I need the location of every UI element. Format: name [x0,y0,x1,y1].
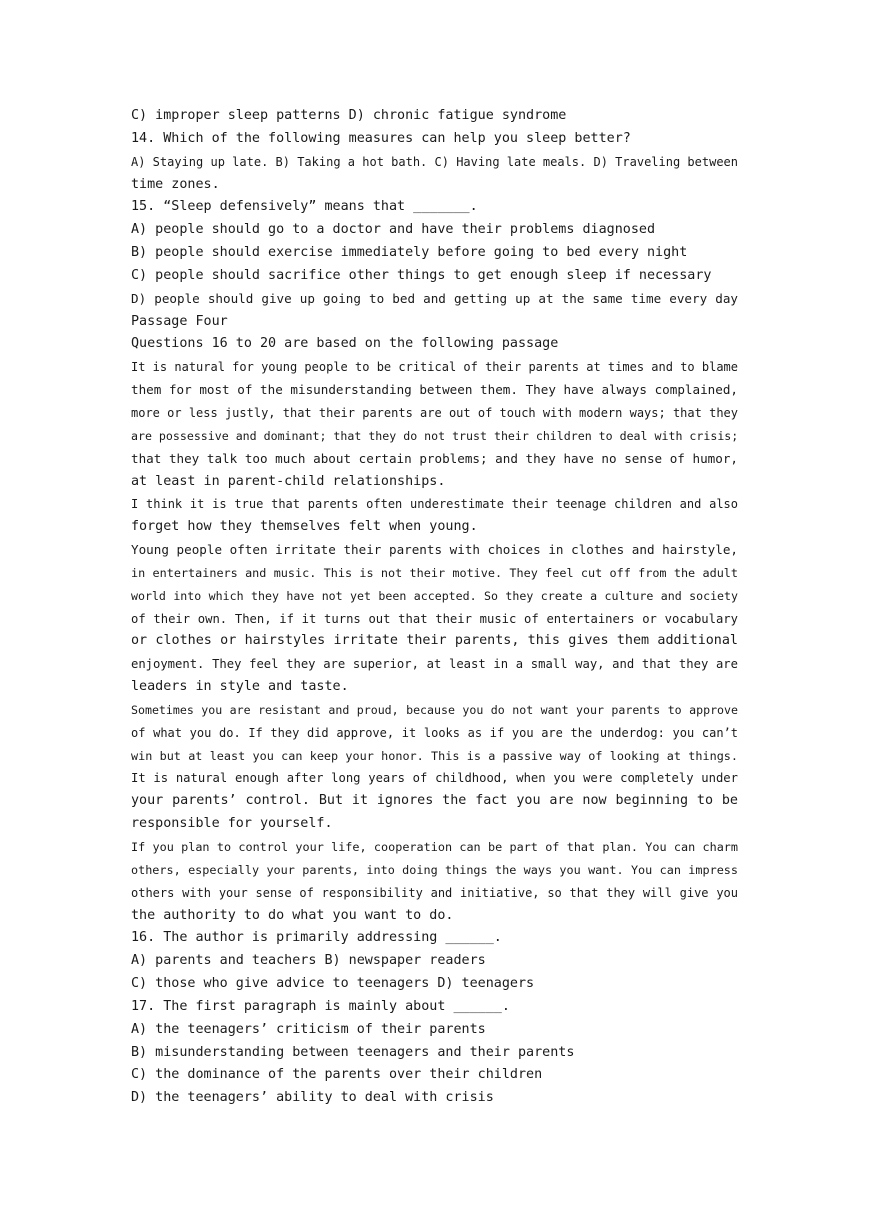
text-line: others, especially your parents, into doing things the ways you want. You can impress [131,862,738,877]
text-line: D) the teenagers’ ability to deal with crisis [131,1090,494,1106]
text-line: time zones. [131,176,220,192]
text-line: your parents’ control. But it ignores the fact you are now beginning to be [131,793,738,809]
text-line: enjoyment. They feel they are superior, at least in a small way, and that they are [131,657,738,672]
text-line: that they talk too much about certain problems; and they have no sense of humor, [131,450,738,466]
text-line: are possessive and dominant; that they do not trust their children to deal with crisis; [131,428,738,443]
text-line: 16. The author is primarily addressing ______. [131,930,502,946]
text-line: in entertainers and music. This is not their motive. They feel cut off from the adult [131,565,738,580]
text-line: Questions 16 to 20 are based on the following passage [131,336,559,352]
text-line: them for most of the misunderstanding between them. They have always complained, [131,382,738,398]
text-line: Sometimes you are resistant and proud, because you do not want your parents to approve [131,702,738,717]
text-line: A) Staying up late. B) Taking a hot bath. C) Having late meals. D) Traveling between [131,154,738,169]
text-line: of their own. Then, if it turns out that their music of entertainers or vocabulary [131,611,738,626]
text-line: 15. “Sleep defensively” means that _______. [131,199,478,215]
text-line: A) parents and teachers B) newspaper readers [131,953,486,969]
text-line: world into which they have not yet been accepted. So they create a culture and society [131,588,738,603]
text-line: Young people often irritate their parents with choices in clothes and hairstyle, [131,542,738,558]
text-line: If you plan to control your life, cooperation can be part of that plan. You can charm [131,840,738,854]
text-line: B) people should exercise immediately before going to bed every night [131,245,688,261]
text-line: C) improper sleep patterns D) chronic fatigue syndrome [131,108,567,123]
text-line: I think it is true that parents often underestimate their teenage children and also [131,497,738,512]
text-line: 17. The first paragraph is mainly about ______. [131,998,510,1014]
text-line: responsible for yourself. [131,816,333,832]
text-line: leaders in style and taste. [131,679,349,695]
text-line: at least in parent-child relationships. [131,473,446,489]
text-line: of what you do. If they did approve, it looks as if you are the underdog: you can’t [131,725,738,740]
text-line: C) those who give advice to teenagers D) teenagers [131,976,535,992]
text-line: It is natural enough after long years of childhood, when you were completely under [131,771,738,786]
text-line: C) the dominance of the parents over their children [131,1067,543,1083]
text-line: A) the teenagers’ criticism of their parents [131,1021,486,1037]
text-line: C) people should sacrifice other things to get enough sleep if necessary [131,267,712,283]
text-line: more or less justly, that their parents are out of touch with modern ways; that they [131,405,738,420]
text-line: 14. Which of the following measures can help you sleep better? [131,130,631,146]
text-line: D) people should give up going to bed and getting up at the same time every day [131,290,738,306]
text-line: It is natural for young people to be critical of their parents at times and to blame [131,360,738,375]
text-line: A) people should go to a doctor and have their problems diagnosed [131,222,656,238]
text-line: or clothes or hairstyles irritate their parents, this gives them additional [131,633,738,649]
text-line: others with your sense of responsibility and initiative, so that they will give you [131,885,738,900]
text-line: B) misunderstanding between teenagers and their parents [131,1044,575,1060]
document-page [131,105,738,1110]
text-line: forget how they themselves felt when young. [131,519,478,535]
text-line: the authority to do what you want to do. [131,907,454,923]
text-line: win but at least you can keep your honor. This is a passive way of looking at things. [131,748,738,763]
text-line: Passage Four [131,313,228,329]
